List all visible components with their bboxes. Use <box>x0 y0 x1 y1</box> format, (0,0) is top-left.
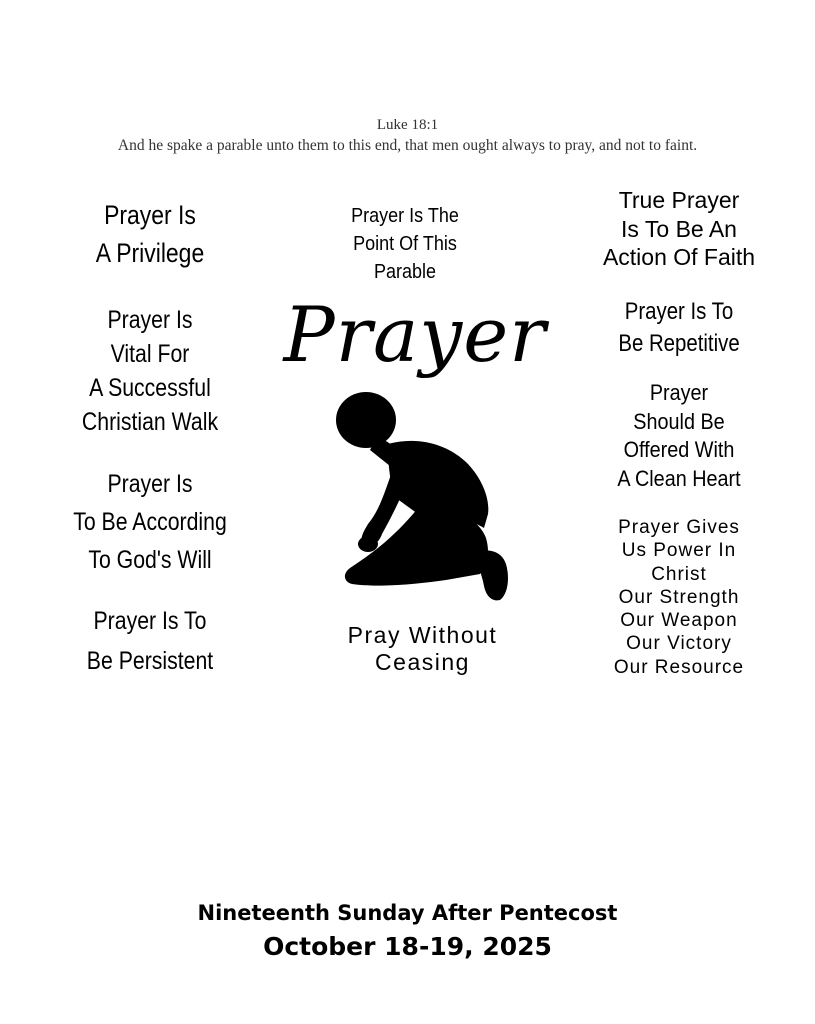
right-item-clean-heart <box>579 379 779 493</box>
text-line: Be Persistent <box>86 647 214 675</box>
text-line: A Successful <box>89 374 211 402</box>
text-line: Our Weapon <box>620 610 738 632</box>
text-line: Prayer Is To <box>624 298 734 325</box>
text-line: Prayer Is <box>104 200 196 230</box>
text-line: True Prayer <box>618 187 740 213</box>
text-line: Our Resource <box>613 656 745 678</box>
text-line: Prayer Is <box>107 470 193 498</box>
right-item-power-in-christ <box>568 516 790 679</box>
text-line: Prayer Is <box>107 306 193 334</box>
occasion-title: Nineteenth Sunday After Pentecost <box>197 901 618 925</box>
left-item-privilege <box>61 196 240 272</box>
text-line: Prayer Is The <box>351 205 459 227</box>
text-line: Action Of Faith <box>602 244 756 270</box>
text-line: Our Victory <box>626 633 732 655</box>
text-line: Our Strength <box>618 586 740 608</box>
prayer-title: Prayer <box>283 290 547 379</box>
scripture-verse: And he spake a parable unto them to this end, that men ought always to pray, and not to faint. <box>117 137 698 154</box>
text-line: Point Of This <box>353 233 457 255</box>
text-line: To Be According <box>73 508 227 536</box>
text-line: To God's Will <box>88 546 212 574</box>
left-item-vital <box>61 303 240 439</box>
text-line: Christ <box>651 563 707 585</box>
service-date: October 18-19, 2025 <box>263 932 552 961</box>
text-line: Parable <box>373 261 437 283</box>
text-line: A Privilege <box>95 238 205 268</box>
left-item-gods-will <box>61 465 240 579</box>
right-item-action-of-faith <box>568 186 790 272</box>
text-line: Vital For <box>110 340 190 368</box>
text-line: Prayer <box>649 380 709 405</box>
text-line: Is To Be An <box>621 215 737 242</box>
kneeling-figure-icon <box>318 388 514 604</box>
center-top-text <box>315 202 495 286</box>
text-line: Christian Walk <box>81 408 219 436</box>
text-line: Ceasing <box>375 649 470 675</box>
text-line: Prayer Gives <box>618 517 740 538</box>
text-line: A Clean Heart <box>617 465 741 491</box>
text-line: Should Be <box>633 408 725 434</box>
text-line: Offered With <box>623 437 735 462</box>
pray-without-ceasing-caption <box>290 622 555 676</box>
text-line: Us Power In <box>621 540 737 562</box>
scripture-reference: Luke 18:1 <box>376 117 439 133</box>
scripture-header <box>0 115 815 157</box>
right-item-repetitive <box>585 296 774 360</box>
text-line: Prayer Is To <box>93 607 207 635</box>
text-line: Pray Without <box>347 622 498 648</box>
left-item-persistent <box>61 601 240 681</box>
text-line: Be Repetitive <box>618 330 740 357</box>
